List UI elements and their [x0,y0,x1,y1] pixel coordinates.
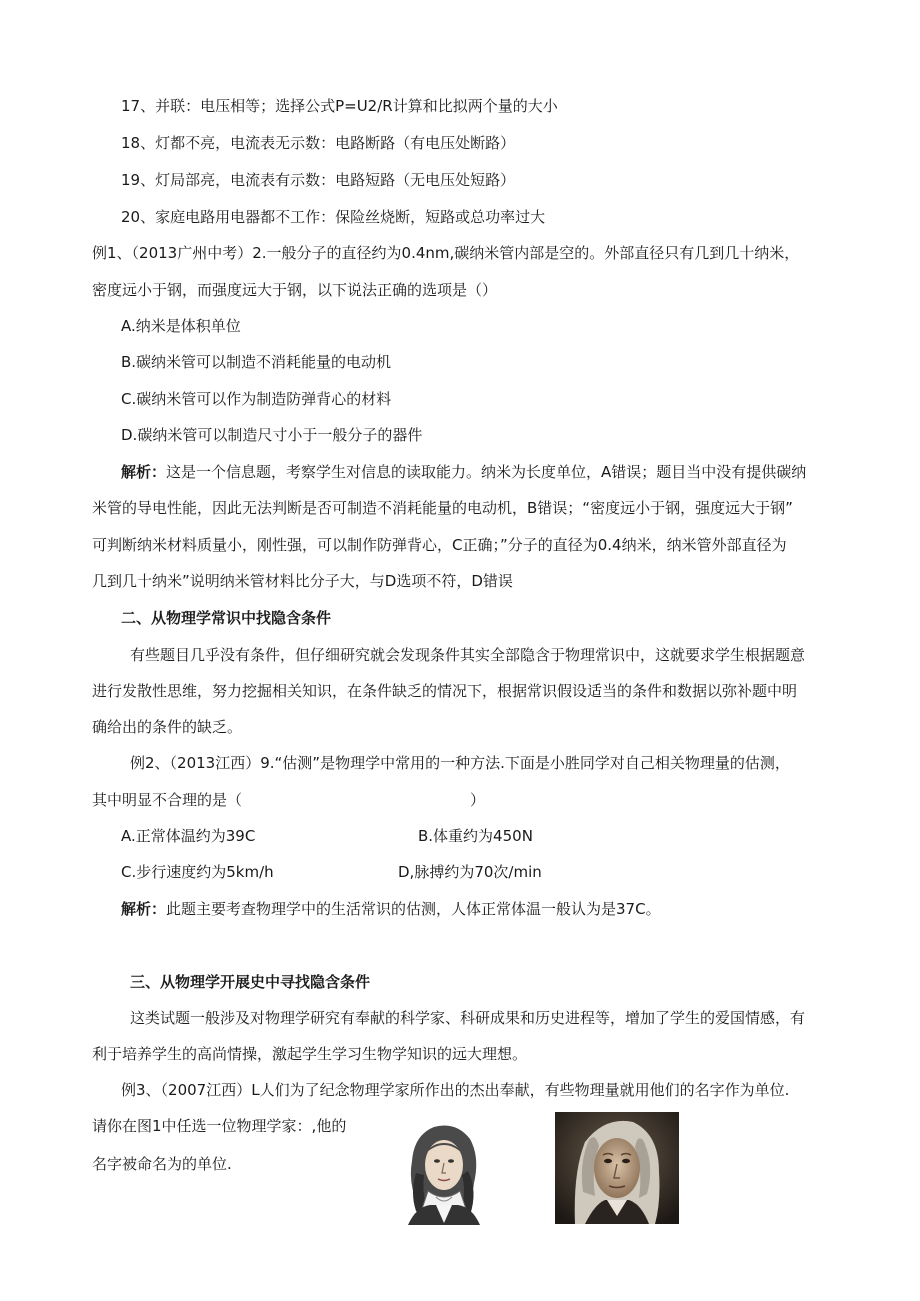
analysis-label: 解析： [121,463,167,481]
scientist-portrait-photo [555,1112,679,1224]
example1-question-line2: 密度远小于钢，而强度远大于钢，以下说法正确的选项是（） [92,281,498,299]
scientist-portrait-sketch [386,1113,498,1225]
analysis-text: 这是一个信息题，考察学生对信息的读取能力。纳米为长度单位，A错误；题目当中没有提供碳纳 [166,463,807,481]
example2-analysis [121,899,661,919]
example1-analysis-line2: 米管的导电性能，因此无法判断是否可制造不消耗能量的电动机，B错误；“密度远小于钢，强度远大于钢” [92,499,793,517]
example1-option-d: D.碳纳米管可以制造尺寸小于一般分子的器件 [121,426,423,444]
example2-question-line2 [92,790,485,810]
example3-question-line1: 例3、（2007江西）L人们为了纪念物理学家所作出的杰出奉献，有些物理量就用他们的名字作为单位. [121,1081,790,1099]
example2-option-b: B.体重约为450N [418,827,533,845]
section3-para-line2: 利于培养学生的高尚情操，激起学生学习生物学知识的远大理想。 [92,1045,528,1063]
item-19: 19、灯局部亮，电流表有示数：电路短路（无电压处短路） [121,171,516,189]
item-20: 20、家庭电路用电器都不工作：保险丝烧断，短路或总功率过大 [121,208,546,226]
example3-question-line3: 名字被命名为的单位. [92,1155,232,1173]
item-17: 17、并联：电压相等；选择公式P=U2/R计算和比拟两个量的大小 [121,97,558,115]
example2-question-end: ） [470,791,486,809]
example1-option-b: B.碳纳米管可以制造不消耗能量的电动机 [121,353,392,371]
example2-option-c: C.步行速度约为5km∕h [121,863,274,881]
example1-analysis-line3: 可判断纳米材料质量小，刚性强，可以制作防弹背心，C正确；”分子的直径为0.4纳米，纳米管外部直径为 [92,536,787,554]
example1-option-a: A.纳米是体积单位 [121,317,241,335]
example1-analysis-line4: 几到几十纳米”说明纳米管材料比分子大，与D选项不符，D错误 [92,572,513,590]
section2-para-line2: 进行发散性思维，努力挖掘相关知识，在条件缺乏的情况下，根据常识假设适当的条件和数据以弥补题中明 [92,682,798,700]
example2-question-start: 其中明显不合理的是（ [92,791,243,809]
section3-para-line1: 这类试题一般涉及对物理学研究有奉献的科学家、科研成果和历史进程等，增加了学生的爱国情感，有 [130,1009,806,1027]
example1-question-line1: 例1、（2013广州中考）2.一般分子的直径约为0.4nm,碳纳米管内部是空的。外部直径只有几到几十纳米， [92,244,800,262]
example1-option-c: C.碳纳米管可以作为制造防弹背心的材料 [121,390,392,408]
analysis-text: 此题主要考查物理学中的生活常识的估测，人体正常体温一般认为是37C。 [166,900,661,918]
example2-option-a: A.正常体温约为39C [121,827,256,845]
section2-para-line3: 确给出的条件的缺乏。 [92,718,243,736]
example2-option-d: D,脉搏约为70次∕min [398,863,542,881]
example3-question-line2: 请你在图1中任选一位物理学家：,他的 [92,1117,347,1135]
section3-title: 三、从物理学开展史中寻找隐含条件 [130,973,371,991]
section2-title: 二、从物理学常识中找隐含条件 [121,609,332,627]
example1-analysis-line1 [121,462,806,482]
example2-question-line1: 例2、（2013江西）9.“估测”是物理学中常用的一种方法.下面是小胜同学对自己相关物理量的估测， [130,754,790,772]
section2-para-line1: 有些题目几乎没有条件，但仔细研究就会发现条件其实全部隐含于物理常识中，这就要求学生根据题意 [130,646,806,664]
item-18: 18、灯都不亮，电流表无示数：电路断路（有电压处断路） [121,134,516,152]
analysis-label: 解析： [121,900,167,918]
